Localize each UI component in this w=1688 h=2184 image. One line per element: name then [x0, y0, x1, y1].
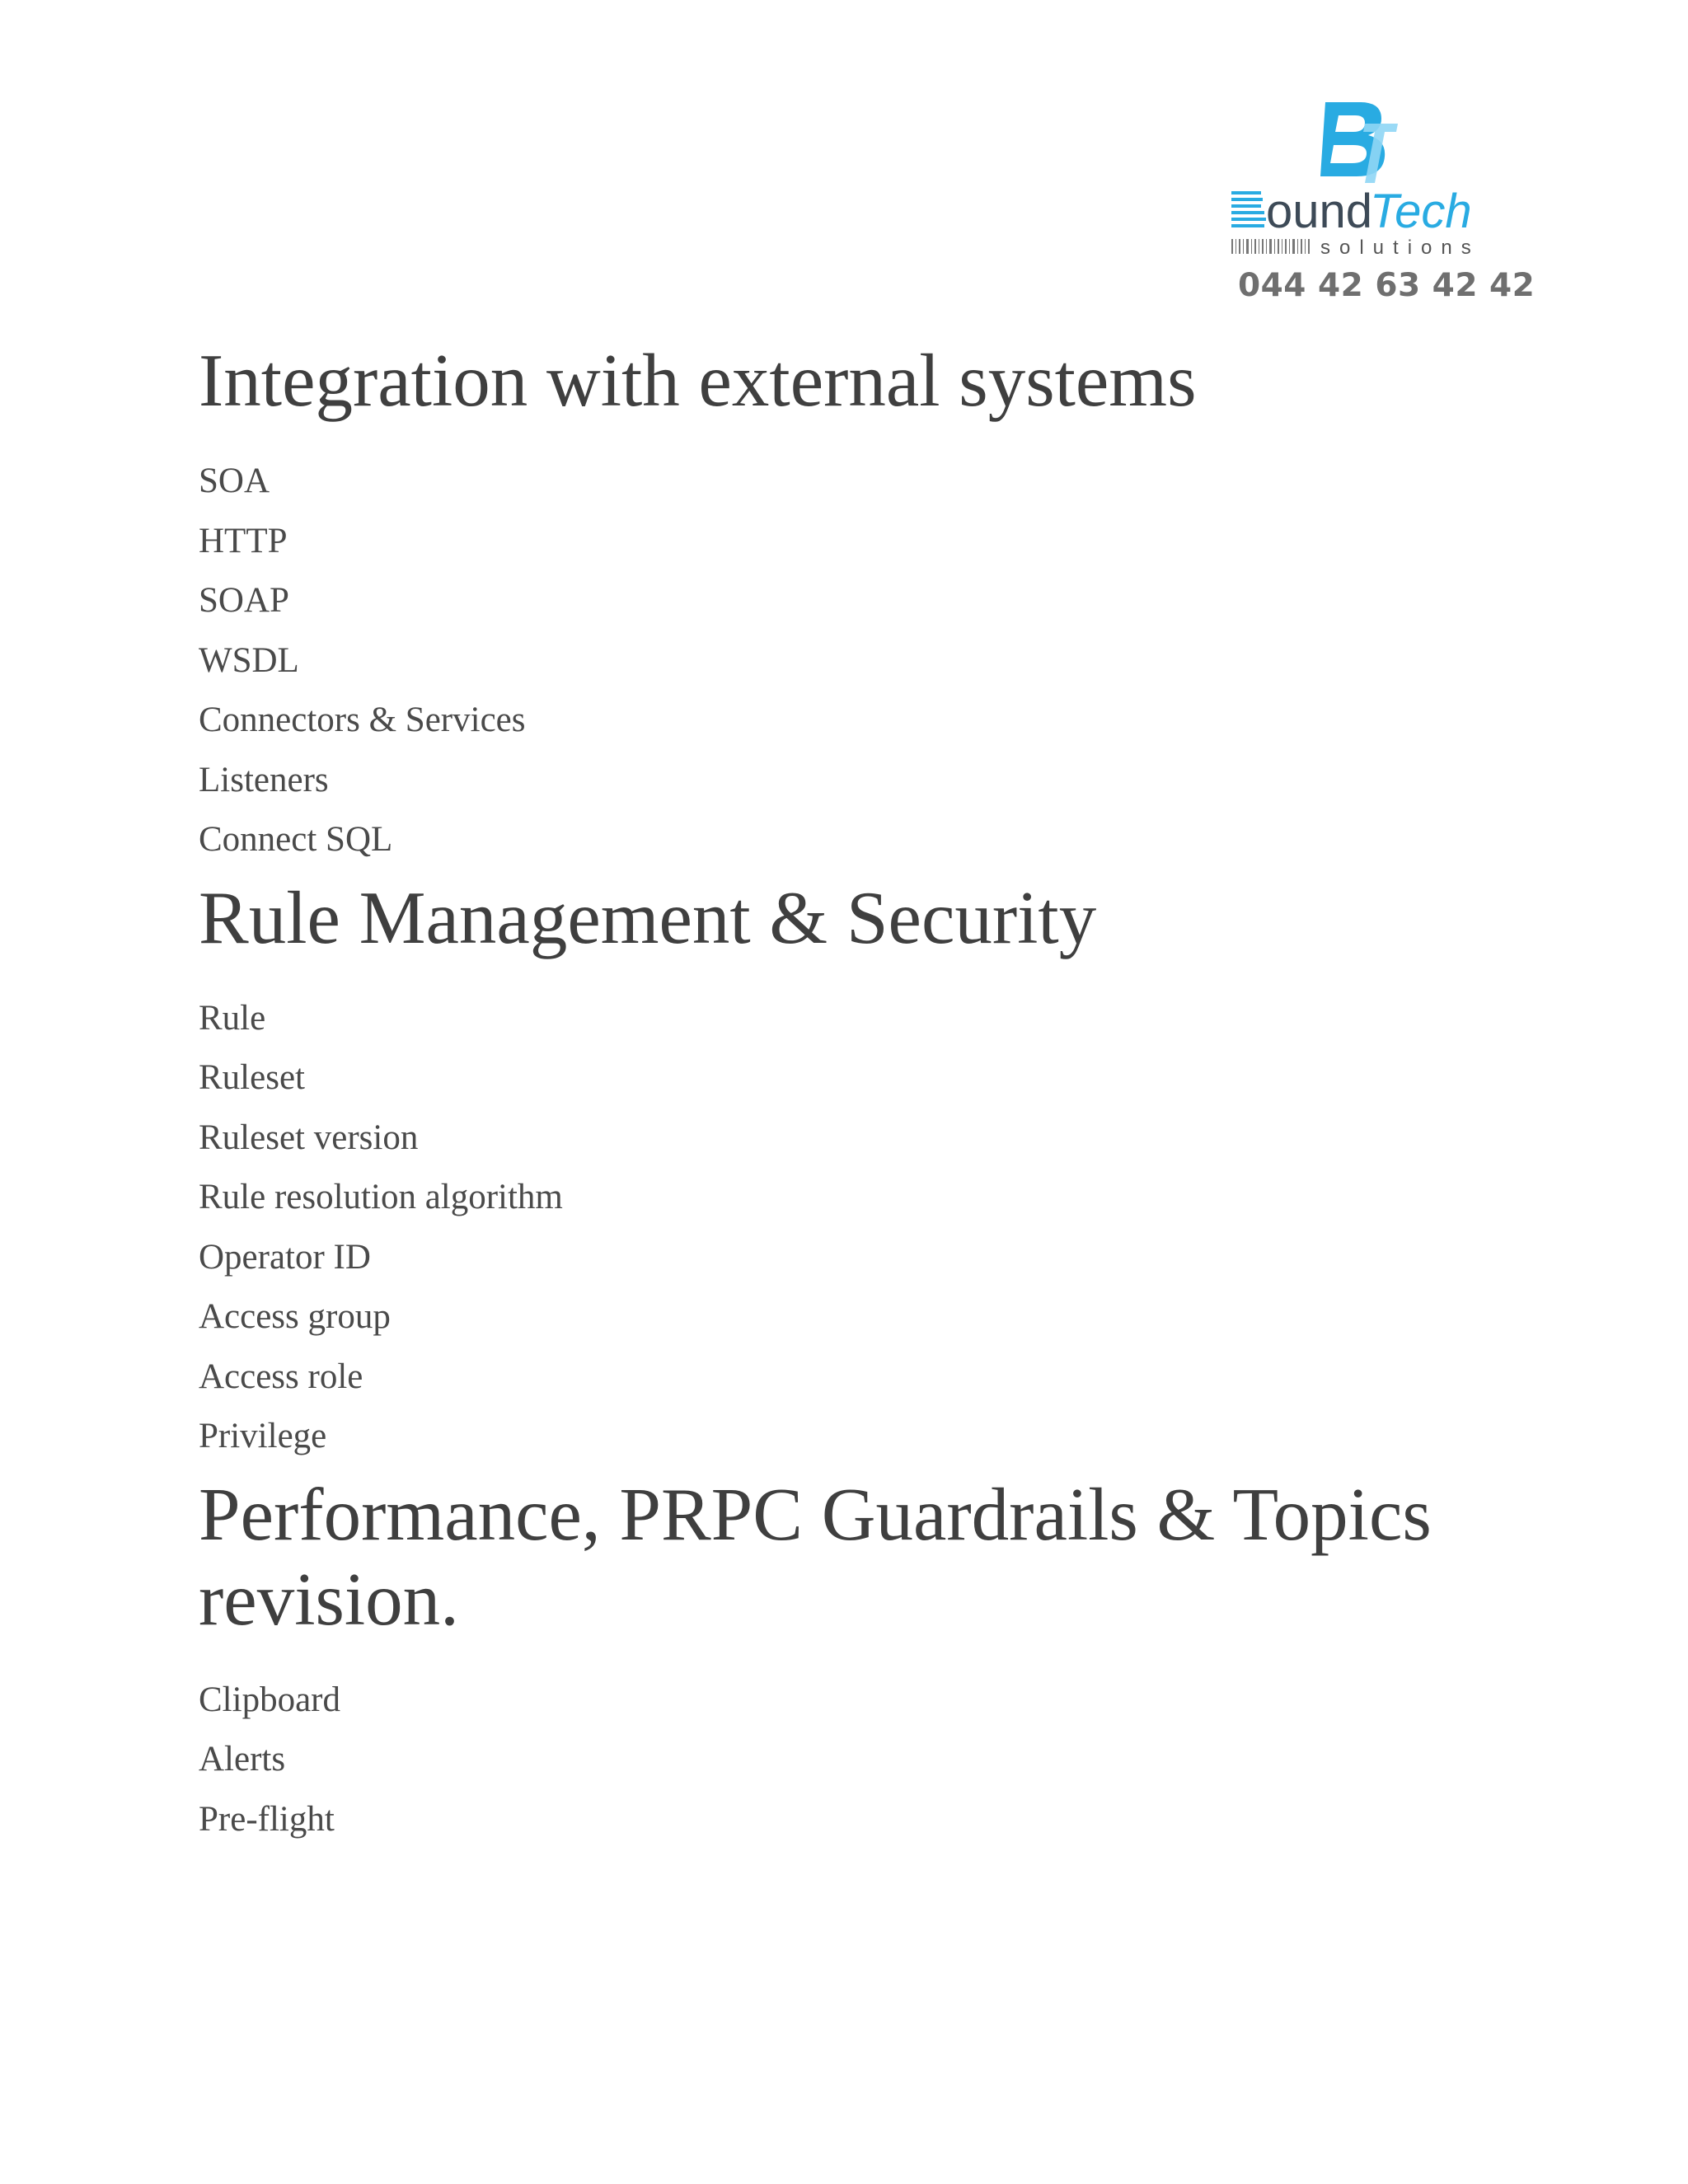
bt-monogram-icon	[1320, 102, 1398, 183]
list-item: Operator ID	[199, 1237, 371, 1277]
list-item: Privilege	[199, 1417, 327, 1455]
section-title: Performance, PRPC Guardrails & Topics revision.	[199, 1472, 1432, 1641]
list-item: Alerts	[199, 1740, 286, 1779]
section-title: Integration with external systems	[199, 339, 1197, 422]
list-item: HTTP	[199, 521, 288, 560]
logo-text-solutions: solutions	[1320, 237, 1480, 259]
list-item: SOAP	[199, 581, 289, 620]
logo-text-tech: Tech	[1370, 185, 1472, 238]
section-rule-management	[199, 875, 1484, 1467]
logo-text-bound: ound	[1266, 185, 1373, 238]
list-item: Clipboard	[199, 1680, 340, 1719]
list-item: Ruleset version	[199, 1118, 419, 1157]
topic-list	[199, 452, 1484, 870]
list-item: Rule	[199, 998, 266, 1038]
list-item: SOA	[199, 462, 270, 500]
list-item: WSDL	[199, 640, 299, 680]
list-item: Ruleset	[199, 1058, 305, 1097]
list-item: Access group	[199, 1297, 391, 1336]
boundtech-logo-graphic	[1228, 91, 1500, 264]
boundtech-logo	[1228, 91, 1536, 305]
topic-list	[199, 1671, 1484, 1850]
phone-number: 044 42 63 42 42	[1238, 267, 1536, 304]
document-body	[199, 338, 1484, 1849]
barcode-icon	[1231, 239, 1310, 254]
list-item: Listeners	[199, 760, 329, 799]
list-item: Access role	[199, 1357, 363, 1396]
topic-list	[199, 989, 1484, 1467]
list-item: Pre-flight	[199, 1799, 335, 1839]
section-performance	[199, 1472, 1484, 1850]
section-integration	[199, 338, 1484, 870]
list-item: Rule resolution algorithm	[199, 1178, 563, 1216]
section-title: Rule Management & Security	[199, 875, 1097, 959]
list-item: Connect SQL	[199, 820, 393, 859]
striped-b-icon	[1231, 191, 1266, 227]
list-item: Connectors & Services	[199, 701, 526, 739]
